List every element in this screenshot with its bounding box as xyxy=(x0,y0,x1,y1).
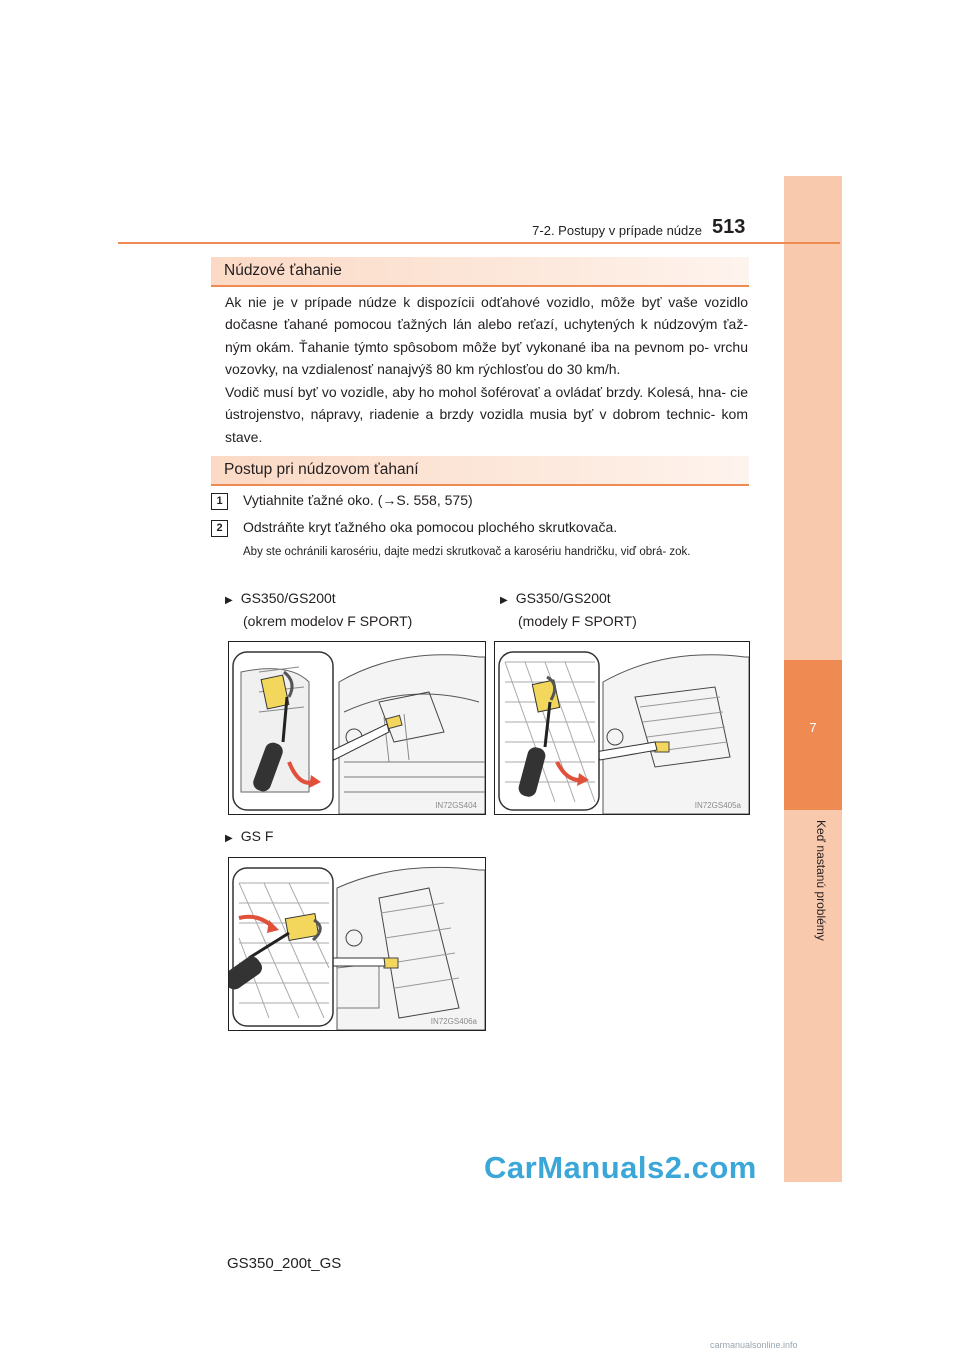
watermark-secondary: carmanualsonline.info xyxy=(710,1340,798,1350)
watermark: CarManuals2.com xyxy=(484,1150,757,1185)
figure-code: IN72GS405a xyxy=(694,801,741,810)
triangle-bullet-icon: ▶ xyxy=(225,833,233,844)
figure-illustration xyxy=(228,641,486,815)
chapter-title: Keď nastanú problémy xyxy=(814,820,828,941)
figure-label: ▶ GS350/GS200t (modely F SPORT) xyxy=(500,590,637,629)
section-heading-text: Postup pri núdzovom ťahaní xyxy=(224,461,419,478)
step-text: Vytiahnite ťažné oko. (→S. 558, 575) xyxy=(243,492,473,508)
figure-label: ▶ GS F xyxy=(225,828,274,844)
figure-label: ▶ GS350/GS200t (okrem modelov F SPORT) xyxy=(225,590,413,629)
figure-code: IN72GS406a xyxy=(430,1017,477,1026)
footer-model-code: GS350_200t_GS xyxy=(227,1255,342,1272)
page-number: 513 xyxy=(712,216,746,238)
header-rule xyxy=(118,242,840,244)
step-note: Aby ste ochránili karosériu, dajte medzi skrutkovač a karosériu handričku, viď obrá- zok. xyxy=(243,546,691,558)
step-text: Odstráňte kryt ťažného oka pomocou plochého skrutkovača. xyxy=(243,519,618,535)
paragraph: Vodič musí byť vo vozidle, aby ho mohol šoférovať a ovládať brzdy. Kolesá, hna- cie ústrojenstvo, nápravy, riadenie a brzdy vozidla musia byť v dobrom technic- kom stave. xyxy=(225,384,748,445)
step-number: 1 xyxy=(211,493,228,510)
figure-illustration xyxy=(494,641,750,815)
triangle-bullet-icon: ▶ xyxy=(500,595,508,606)
section-heading-emergency-towing xyxy=(211,257,749,287)
section-heading-text: Núdzové ťahanie xyxy=(224,262,342,279)
paragraph: Ak nie je v prípade núdze k dispozícii odťahové vozidlo, môže byť vaše vozidlo dočasne ťahané pomocou ťažných lán alebo reťazí, uchytených k núdzovým ťaž- ným okám. Ťahanie týmto spôsobom môže byť vykonané iba na pevnom po- vrchu vozovky, na vzdialenosť nanajvýš 80 km rýchlosťou do 30 km/h. xyxy=(225,294,748,378)
section-heading-towing-procedure xyxy=(211,456,749,486)
chapter-tab-marker xyxy=(784,660,842,810)
step-number: 2 xyxy=(211,520,228,537)
chapter-number: 7 xyxy=(809,720,817,735)
triangle-bullet-icon: ▶ xyxy=(225,595,233,606)
figure-code: IN72GS404 xyxy=(435,801,477,810)
section-title: 7-2. Postupy v prípade núdze xyxy=(532,223,702,238)
figure-illustration xyxy=(228,857,486,1031)
